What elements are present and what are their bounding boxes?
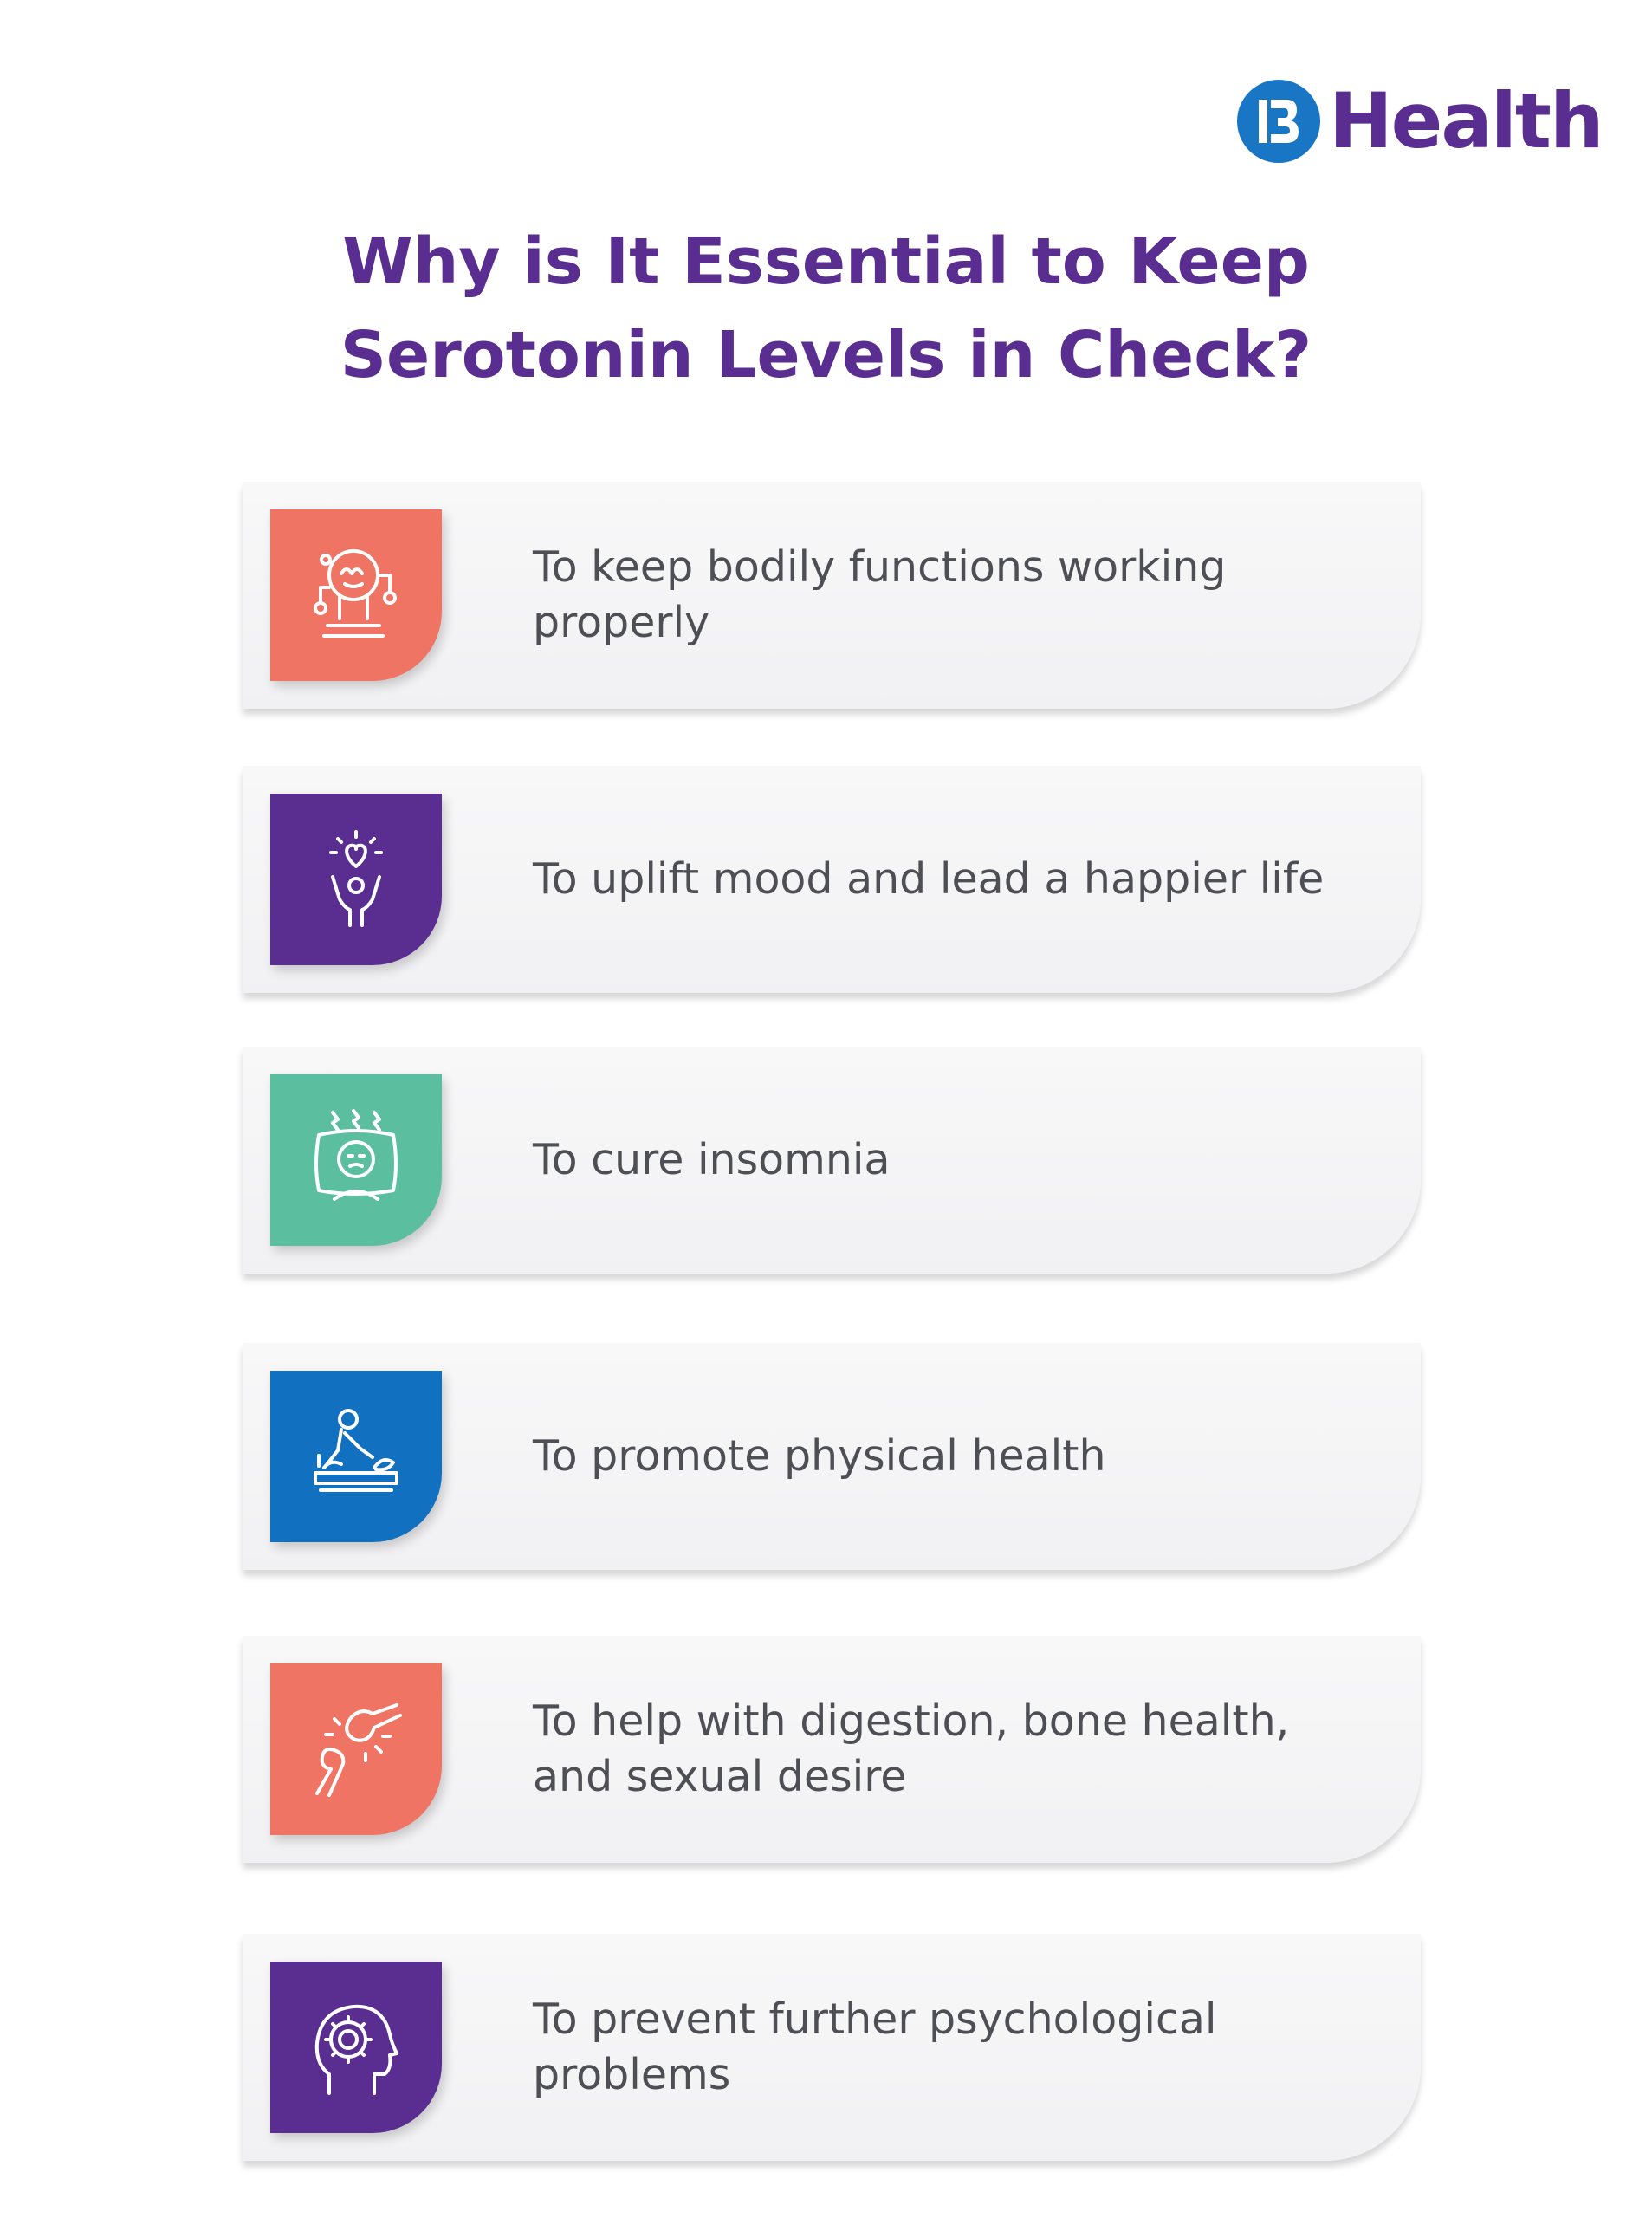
massage-therapy-icon (300, 1400, 412, 1513)
reason-tile-5 (270, 1664, 442, 1835)
bone-joint-icon (300, 1693, 412, 1806)
reason-card-5 (243, 1636, 1421, 1863)
brain-head-icon (300, 539, 412, 652)
reason-card-1 (243, 482, 1421, 709)
reason-text-2: To uplift mood and lead a happier life (533, 854, 1325, 904)
title-line-2: Serotonin Levels in Check? (340, 318, 1312, 392)
reason-card-6 (243, 1934, 1421, 2161)
sleepless-face-icon (300, 1104, 412, 1216)
reason-text-4: To promote physical health (533, 1431, 1106, 1481)
reason-text-1: To keep bodily functions working properly (533, 542, 1227, 647)
reason-tile-4 (270, 1371, 442, 1542)
reason-card-4 (243, 1343, 1421, 1570)
reason-tile-1 (270, 509, 442, 681)
reason-tile-3 (270, 1074, 442, 1246)
reason-tile-2 (270, 794, 442, 965)
page-title (0, 215, 1652, 402)
title-line-1: Why is It Essential to Keep (342, 224, 1310, 299)
reason-card-3 (243, 1047, 1421, 1274)
happy-person-heart-icon (300, 823, 412, 936)
reason-tile-6 (270, 1962, 442, 2133)
reason-text-6: To prevent further psychological problems (533, 1994, 1217, 2099)
mind-gear-icon (300, 1991, 412, 2104)
reason-text-5: To help with digestion, bone health, and sexual desire (533, 1696, 1290, 1801)
brand-logo (1237, 76, 1603, 165)
reason-text-3: To cure insomnia (533, 1135, 891, 1184)
brand-name: Health (1329, 76, 1603, 165)
reason-card-2 (243, 766, 1421, 993)
brand-badge-icon (1237, 80, 1320, 163)
